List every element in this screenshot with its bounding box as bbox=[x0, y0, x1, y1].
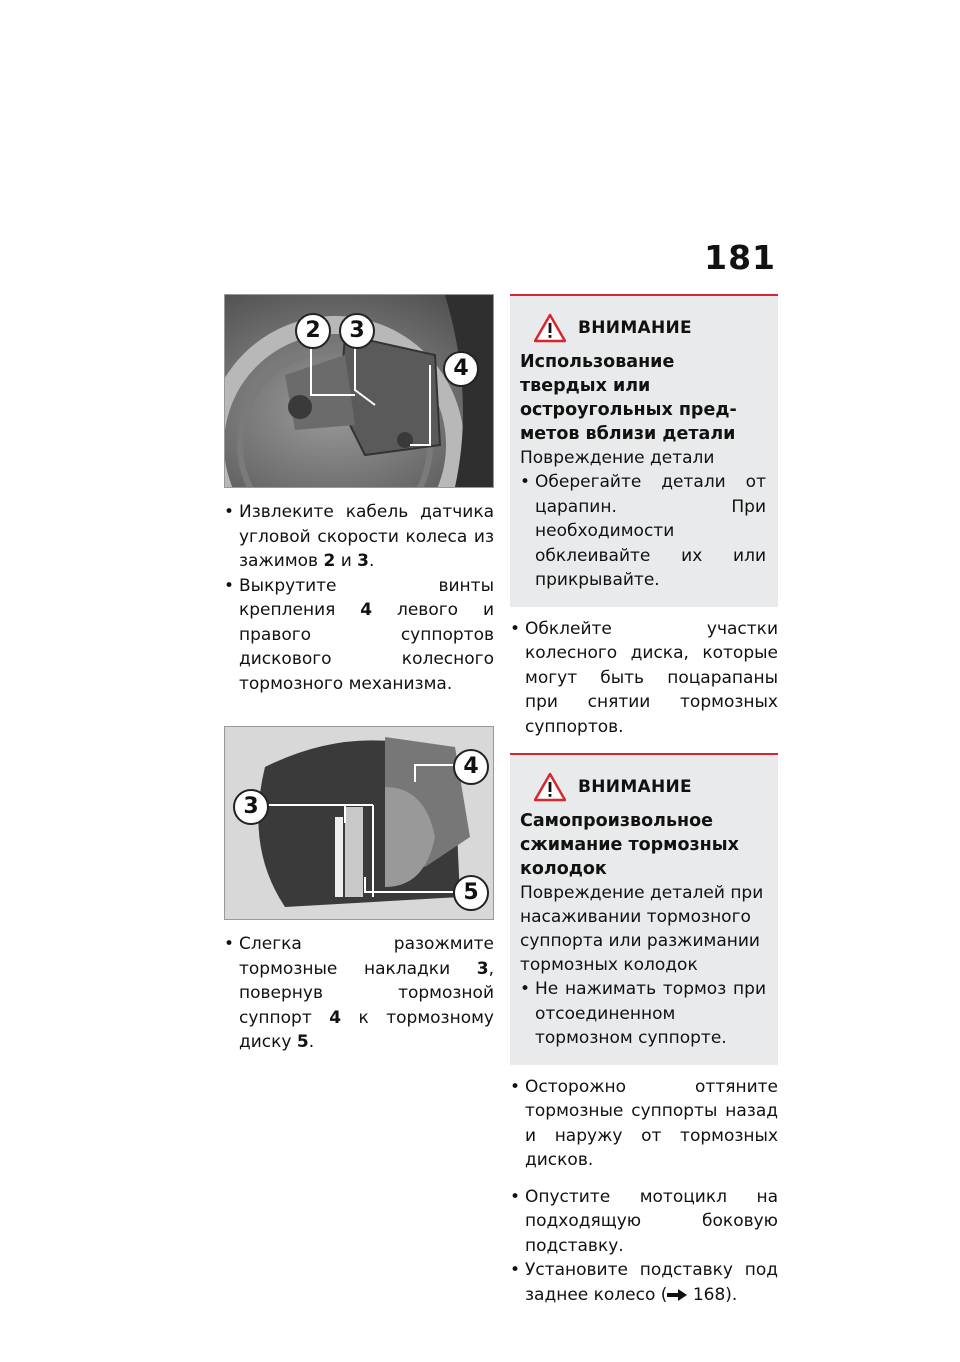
warning-body: Повреждение детали bbox=[520, 448, 715, 468]
warning-box-2 bbox=[510, 753, 778, 1065]
warning-heading: Использование твердых или остроугольных предметов вблизи детали bbox=[520, 352, 737, 444]
steps-list-e bbox=[510, 1185, 778, 1308]
list-item: • Не нажимать тормоз при отсоединенном тормозном суппорте. bbox=[520, 979, 766, 1048]
warning-triangle-icon bbox=[534, 313, 566, 343]
callout-2: 2 bbox=[295, 313, 331, 349]
right-column bbox=[510, 294, 778, 1307]
list-item: • Установите подставку под заднее колесо ( 168). bbox=[510, 1260, 778, 1305]
callout-3: 3 bbox=[339, 313, 375, 349]
steps-list-b bbox=[224, 932, 494, 1055]
list-item: • Оберегайте детали от царапин. При необходимости обклеивайте их или прикрывайте. bbox=[520, 472, 766, 590]
warning-label: ВНИМАНИЕ bbox=[578, 777, 692, 797]
list-item: • Осторожно оттяните тормозные суппорты назад и наружу от тормозных дисков. bbox=[510, 1076, 778, 1170]
list-item: • Слегка разожмите тормозные накладки 3, повернув тормозной суппорт 4 к тормозному диску 5. bbox=[224, 934, 494, 1052]
warning-triangle-icon bbox=[534, 772, 566, 802]
steps-list-c bbox=[510, 617, 778, 740]
page-reference-arrow-icon bbox=[667, 1289, 687, 1301]
callout-4: 4 bbox=[443, 351, 479, 387]
warning-heading: Самопроизвольное сжимание тормозных колодок bbox=[520, 811, 739, 879]
warning-list bbox=[520, 470, 766, 593]
figure-brake-caliper-detail bbox=[224, 726, 494, 920]
list-item: • Обклейте участки колесного диска, которые могут быть поцарапаны при снятии тормозных суппортов. bbox=[510, 618, 778, 737]
page-number: 181 bbox=[704, 238, 776, 277]
list-item: • Опустите мотоцикл на подходящую боковую подставку. bbox=[510, 1186, 778, 1256]
callout-3: 3 bbox=[233, 789, 269, 825]
warning-box-1 bbox=[510, 294, 778, 607]
warning-label: ВНИМАНИЕ bbox=[578, 318, 692, 338]
left-column bbox=[224, 294, 494, 1055]
list-item: • Выкрутите винты крепления 4 левого и правого суппортов дискового колесного тормозного механизма. bbox=[224, 575, 494, 694]
callout-4: 4 bbox=[453, 749, 489, 785]
callout-5: 5 bbox=[453, 875, 489, 911]
steps-list-d bbox=[510, 1075, 778, 1173]
warning-list bbox=[520, 977, 766, 1051]
page-reference[interactable]: 168 bbox=[692, 1284, 726, 1305]
list-item: • Извлеките кабель датчика угловой скорости колеса из зажимов 2 и 3. bbox=[224, 502, 494, 571]
steps-list-a bbox=[224, 500, 494, 696]
figure-brake-caliper-front bbox=[224, 294, 494, 488]
warning-body: Повреждение деталей при насаживании тормозного суппорта или разжимании тормозных колодок bbox=[520, 883, 764, 975]
